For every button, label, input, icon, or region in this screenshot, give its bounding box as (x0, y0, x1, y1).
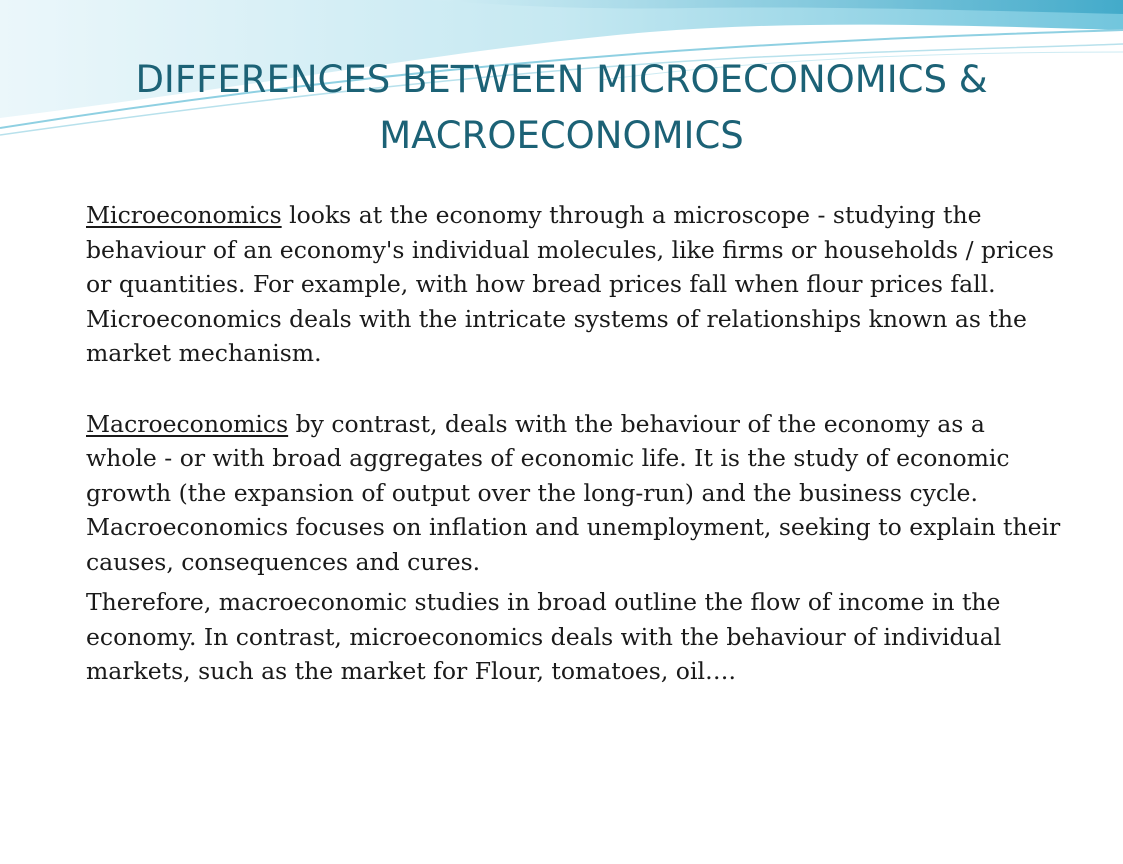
term-microeconomics: Microeconomics (86, 201, 282, 229)
paragraph-macroeconomics (62, 407, 1062, 580)
title-line-1: DIFFERENCES BETWEEN MICROECONOMICS & (135, 58, 988, 101)
paragraph-conclusion (62, 585, 1062, 689)
paragraph-microeconomics (62, 198, 1062, 371)
paragraph-text: looks at the economy through a microscope - studying the behaviour of an economy's individual molecules, like firms or households / prices or quantities. For example, with how bread prices fall when flour prices fall. Microeconomics deals with the intricate systems of relationships known as the market mechanism. (86, 201, 1054, 367)
paragraph-text: by contrast, deals with the behaviour of the economy as a whole - or with broad aggregates of economic life. It is the study of economic growth (the expansion of output over the long-run) and the business cycle. Macroeconomics focuses on inflation and unemployment, seeking to explain their causes, consequences and cures. (86, 409, 1061, 576)
paragraph-text: Therefore, macroeconomic studies in broad outline the flow of income in the economy. In contrast, microeconomics deals with the behaviour of individual markets, such as the market for Flour, tomatoes, oil…. (86, 588, 1002, 685)
slide-title (60, 52, 1063, 164)
slide-body (62, 198, 1062, 689)
term-macroeconomics: Macroeconomics (86, 409, 289, 438)
title-line-2: MACROECONOMICS (379, 114, 744, 157)
